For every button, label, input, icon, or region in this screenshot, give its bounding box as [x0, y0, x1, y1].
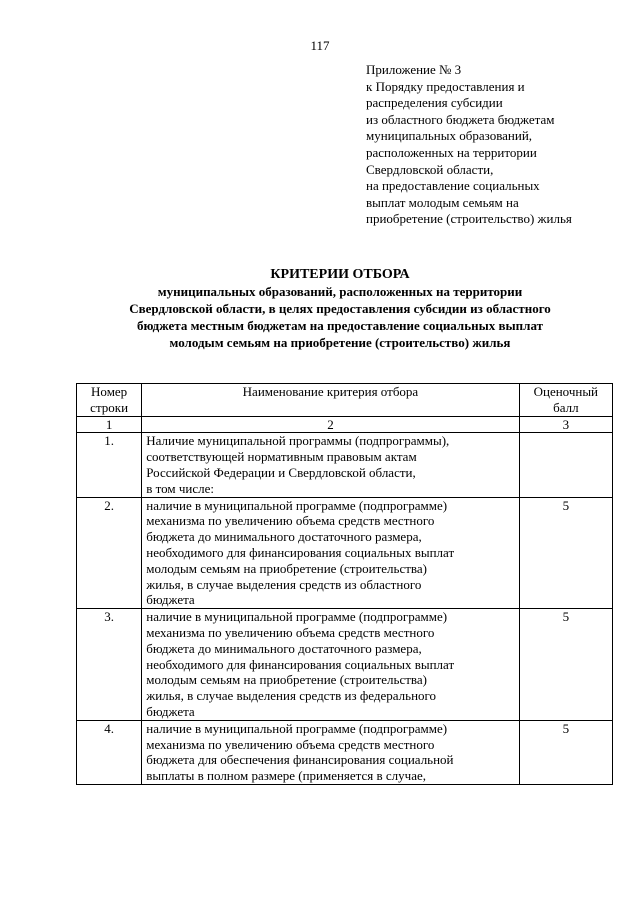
- criterion-line: соответствующей нормативным правовым актам: [146, 449, 417, 465]
- header-text: Наименование критерия отбора: [242, 384, 419, 399]
- table-row: [77, 720, 613, 784]
- column-number: 3: [519, 416, 612, 433]
- header-criterion-name: [142, 384, 519, 417]
- criterion-text: [142, 497, 519, 609]
- subtitle-line: муниципальных образований, расположенных на территории: [157, 284, 523, 299]
- header-text: строки: [90, 399, 129, 415]
- column-number-row: [77, 416, 613, 433]
- criterion-line: жилья, в случае выделения средств из федерального: [146, 688, 437, 704]
- criterion-line: необходимого для финансирования социальных выплат: [146, 544, 455, 560]
- column-number: 1: [77, 416, 142, 433]
- page-number: 117: [310, 38, 330, 53]
- subtitle-line: молодым семьям на приобретение (строительство) жилья: [169, 335, 511, 350]
- criterion-text: [142, 720, 519, 784]
- appendix-line: расположенных на территории: [366, 144, 537, 160]
- appendix-line: распределения субсидии: [366, 95, 503, 111]
- criterion-line: бюджета для обеспечения финансирования социальной: [146, 752, 454, 768]
- header-row-number: [77, 384, 142, 417]
- criterion-line: бюджета: [146, 592, 195, 608]
- criterion-line: наличие в муниципальной программе (подпрограмме): [146, 609, 448, 625]
- appendix-line: из областного бюджета бюджетам: [366, 111, 555, 127]
- criterion-line: механизма по увеличению объема средств местного: [146, 513, 435, 529]
- criterion-line: наличие в муниципальной программе (подпрограмме): [146, 497, 448, 513]
- criterion-line: Наличие муниципальной программы (подпрограммы),: [146, 433, 450, 449]
- criterion-text: [142, 433, 519, 497]
- row-number: 1.: [77, 433, 142, 497]
- header-text: Номер: [91, 384, 128, 399]
- row-number: 3.: [77, 609, 142, 721]
- title-main: КРИТЕРИИ ОТБОРА: [270, 267, 410, 282]
- criterion-line: молодым семьям на приобретение (строительства): [146, 560, 427, 576]
- table-row: [77, 433, 613, 497]
- header-text: Оценочный: [533, 384, 599, 399]
- criterion-line: выплаты в полном размере (применяется в случае,: [146, 768, 426, 784]
- criteria-table: [76, 383, 613, 785]
- table-header-row: [77, 384, 613, 417]
- criterion-line: бюджета до минимального достаточного размера,: [146, 529, 422, 545]
- criterion-line: необходимого для финансирования социальных выплат: [146, 656, 455, 672]
- appendix-line: выплат молодым семьям на: [366, 194, 519, 210]
- criterion-line: Российской Федерации и Свердловской области,: [146, 464, 416, 480]
- document-title: [60, 266, 620, 351]
- criterion-line: в том числе:: [146, 480, 214, 496]
- criterion-line: механизма по увеличению объема средств местного: [146, 624, 435, 640]
- appendix-line: муниципальных образований,: [366, 128, 533, 144]
- subtitle-line: Свердловской области, в целях предоставления субсидии из областного: [129, 301, 551, 316]
- criterion-line: наличие в муниципальной программе (подпрограмме): [146, 720, 448, 736]
- criterion-text: [142, 609, 519, 721]
- table-row: [77, 497, 613, 609]
- score-value: 5: [519, 609, 612, 721]
- table-row: [77, 609, 613, 721]
- row-number: 2.: [77, 497, 142, 609]
- appendix-line: Приложение № 3: [366, 62, 462, 77]
- appendix-note: [366, 62, 631, 228]
- score-value: 5: [519, 720, 612, 784]
- appendix-line: к Порядку предоставления и: [366, 78, 525, 94]
- header-text: балл: [553, 399, 579, 415]
- criterion-line: бюджета до минимального достаточного размера,: [146, 640, 422, 656]
- criterion-line: молодым семьям на приобретение (строительства): [146, 672, 427, 688]
- criterion-line: бюджета: [146, 703, 195, 719]
- header-score: [519, 384, 612, 417]
- row-number: 4.: [77, 720, 142, 784]
- column-number: 2: [142, 416, 519, 433]
- criterion-line: механизма по увеличению объема средств местного: [146, 736, 435, 752]
- appendix-line: приобретение (строительство) жилья: [366, 211, 572, 227]
- criterion-line: жилья, в случае выделения средств из областного: [146, 576, 422, 592]
- subtitle-line: бюджета местным бюджетам на предоставление социальных выплат: [136, 318, 543, 333]
- appendix-line: на предоставление социальных: [366, 178, 540, 194]
- appendix-line: Свердловской области,: [366, 161, 494, 177]
- score-value: 5: [519, 497, 612, 609]
- score-value: [519, 433, 612, 497]
